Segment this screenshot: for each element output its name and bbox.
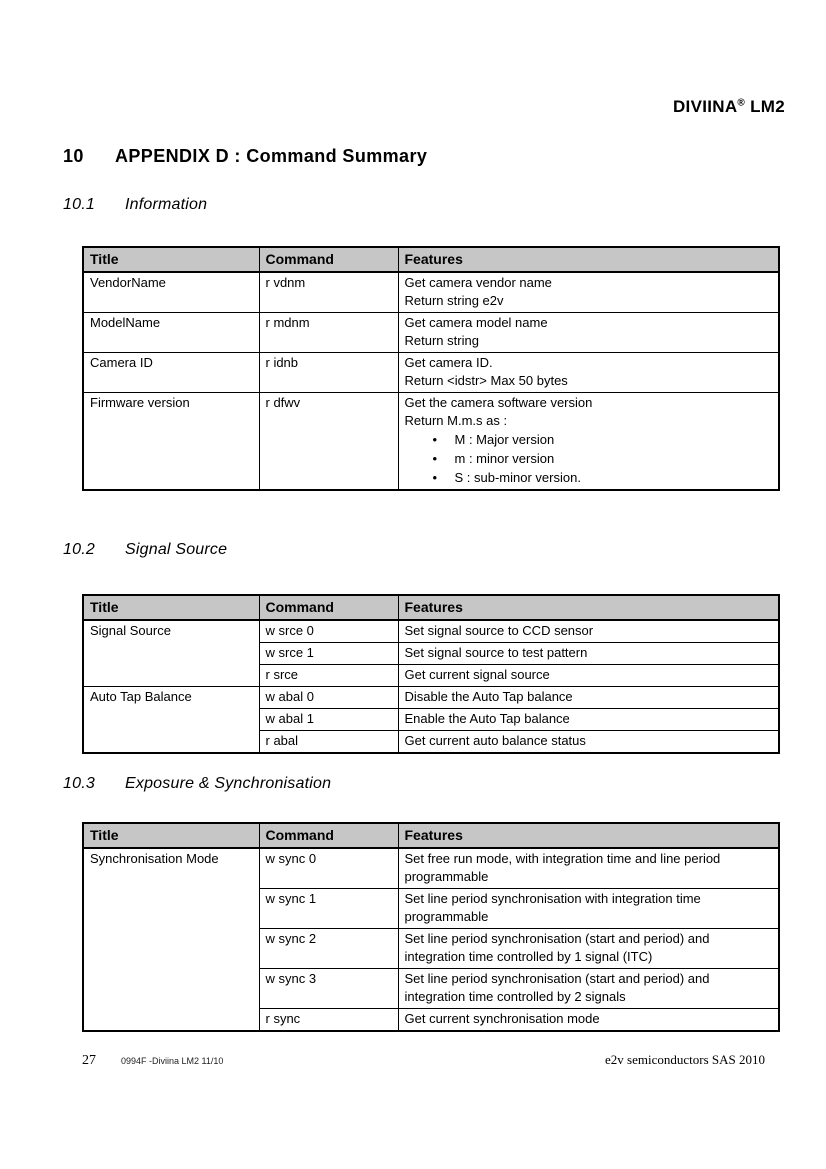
column-header: Command	[259, 247, 398, 272]
document-reference: 0994F -Diviina LM2 11/10	[121, 1056, 224, 1066]
features-cell	[398, 969, 779, 1009]
chapter-number: 10	[63, 146, 84, 166]
table-body	[83, 848, 779, 1031]
section-title: Signal Source	[125, 541, 228, 558]
title-cell: Signal Source	[83, 620, 259, 687]
feature-line: Enable the Auto Tap balance	[404, 711, 570, 726]
table-row	[83, 393, 779, 491]
title-cell: Synchronisation Mode	[83, 848, 259, 1031]
table-header	[83, 823, 779, 848]
table-header-row	[83, 823, 779, 848]
features-cell	[398, 687, 779, 709]
section-heading-signal-source	[63, 541, 227, 559]
command-cell: r vdnm	[259, 272, 398, 313]
feature-line: Return M.m.s as :	[404, 413, 508, 428]
table-row	[83, 687, 779, 709]
page-footer	[82, 1052, 765, 1069]
feature-bullet-item: • S : sub-minor version.	[433, 468, 773, 487]
command-cell: w abal 1	[259, 709, 398, 731]
table-row	[83, 353, 779, 393]
feature-line: Set signal source to test pattern	[404, 645, 588, 660]
features-cell	[398, 731, 779, 754]
command-cell: r srce	[259, 665, 398, 687]
column-header: Features	[398, 595, 779, 620]
table-header	[83, 595, 779, 620]
title-cell: VendorName	[83, 272, 259, 313]
signal-source-table	[82, 594, 780, 754]
command-cell: w abal 0	[259, 687, 398, 709]
section-heading-information	[63, 196, 207, 214]
table-header-row	[83, 247, 779, 272]
feature-bullet-item: • m : minor version	[433, 449, 773, 468]
feature-line: Get current signal source	[404, 667, 550, 682]
command-cell: w srce 1	[259, 643, 398, 665]
feature-bullet-list	[405, 430, 773, 487]
feature-line: Get the camera software version	[404, 395, 593, 410]
brand-suffix: LM2	[750, 97, 785, 116]
title-cell: Firmware version	[83, 393, 259, 491]
column-header: Features	[398, 823, 779, 848]
section-title: Exposure & Synchronisation	[125, 775, 332, 792]
feature-line: Set free run mode, with integration time and line period programmable	[404, 851, 721, 884]
command-cell: r sync	[259, 1009, 398, 1032]
column-header: Command	[259, 823, 398, 848]
section-number: 10.1	[63, 196, 95, 213]
table-row	[83, 848, 779, 889]
command-cell: w sync 2	[259, 929, 398, 969]
registered-trademark-symbol: ®	[737, 97, 746, 109]
command-cell: r abal	[259, 731, 398, 754]
features-cell	[398, 929, 779, 969]
features-cell	[398, 620, 779, 643]
section-number: 10.3	[63, 775, 95, 792]
feature-line: Get camera ID.	[404, 355, 493, 370]
exposure-synchronisation-table	[82, 822, 780, 1032]
command-cell: w srce 0	[259, 620, 398, 643]
features-cell	[398, 643, 779, 665]
feature-line: Set signal source to CCD sensor	[404, 623, 594, 638]
table-header-row	[83, 595, 779, 620]
information-table	[82, 246, 780, 491]
command-cell: w sync 1	[259, 889, 398, 929]
feature-line: Set line period synchronisation (start and period) and integration time controlled by 2 signals	[404, 971, 710, 1004]
command-cell: w sync 0	[259, 848, 398, 889]
section-heading-exposure-synchronisation	[63, 775, 331, 793]
feature-line: Get camera model name	[404, 315, 548, 330]
features-cell	[398, 889, 779, 929]
chapter-heading	[63, 146, 427, 167]
features-cell	[398, 665, 779, 687]
table-row	[83, 272, 779, 313]
features-cell	[398, 848, 779, 889]
feature-line: Get current auto balance status	[404, 733, 586, 748]
table-header	[83, 247, 779, 272]
column-header: Title	[83, 247, 259, 272]
feature-line: Set line period synchronisation (start and period) and integration time controlled by 1 signal (ITC)	[404, 931, 710, 964]
command-cell: r dfwv	[259, 393, 398, 491]
section-number: 10.2	[63, 541, 95, 558]
column-header: Features	[398, 247, 779, 272]
features-cell	[398, 393, 779, 491]
column-header: Command	[259, 595, 398, 620]
feature-bullet-item: • M : Major version	[433, 430, 773, 449]
page-number: 27	[82, 1053, 96, 1068]
command-cell: r idnb	[259, 353, 398, 393]
feature-line: Return string	[404, 333, 479, 348]
features-cell	[398, 272, 779, 313]
features-cell	[398, 1009, 779, 1032]
features-cell	[398, 313, 779, 353]
command-cell: r mdnm	[259, 313, 398, 353]
table-row	[83, 620, 779, 643]
feature-line: Return string e2v	[404, 293, 504, 308]
title-cell: Auto Tap Balance	[83, 687, 259, 754]
table-row	[83, 313, 779, 353]
feature-line: Disable the Auto Tap balance	[404, 689, 573, 704]
feature-line: Get camera vendor name	[404, 275, 552, 290]
copyright-text: e2v semiconductors SAS 2010	[605, 1052, 765, 1067]
brand-name: DIVIINA	[672, 97, 738, 116]
title-cell: ModelName	[83, 313, 259, 353]
chapter-title: APPENDIX D : Command Summary	[115, 146, 428, 166]
brand-header	[673, 97, 785, 117]
features-cell	[398, 709, 779, 731]
table-body	[83, 272, 779, 490]
column-header: Title	[83, 595, 259, 620]
section-title: Information	[125, 196, 208, 213]
table-body	[83, 620, 779, 753]
title-cell: Camera ID	[83, 353, 259, 393]
feature-line: Set line period synchronisation with integration time programmable	[404, 891, 701, 924]
command-cell: w sync 3	[259, 969, 398, 1009]
feature-line: Return <idstr> Max 50 bytes	[404, 373, 568, 388]
column-header: Title	[83, 823, 259, 848]
features-cell	[398, 353, 779, 393]
feature-line: Get current synchronisation mode	[404, 1011, 600, 1026]
